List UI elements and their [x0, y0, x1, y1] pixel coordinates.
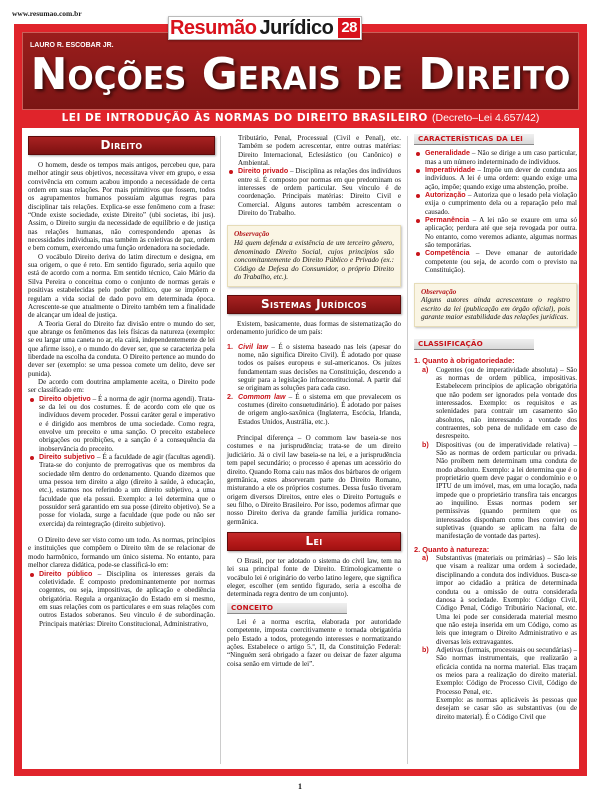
list-item: [414, 554, 577, 646]
term: Commom law: [238, 392, 286, 401]
list-item: [227, 343, 401, 393]
item-text: Adjetivas (formais, processuais ou secundárias) – São normas instrumentais, que realizarão a eficácia contida na norma material. Elas traçam os meios para a realização do direito material. Exemplo: Código de Processo Civil, Código de Processo Penal, etc.: [436, 645, 577, 696]
brand-part1: Resumão: [169, 16, 257, 39]
section-heading-sistemas: Sistemas Jurídicos: [227, 295, 401, 314]
subheading-caracteristicas: CARACTERÍSTICAS DA LEI: [414, 134, 534, 145]
classification-heading: 2. Quanto à natureza:: [414, 544, 490, 554]
list-item: [414, 366, 577, 441]
list-item: [414, 191, 577, 216]
item-letter: a): [422, 554, 429, 563]
term: Competência: [425, 249, 470, 258]
column-3: [414, 128, 577, 721]
paragraph: Exemplo: as normas aplicáveis às pessoas que desejam se casar são as substantivas (ou de direito material). É o Código Civil que: [436, 695, 577, 721]
brand-logo: [168, 16, 362, 40]
paragraph-continuation: Tributário, Penal, Processual (Civil e Penal), etc. Também se podem acrescentar, entre outras matérias: Direito Internacional, Eclesiástico (ou Canônico) e Ambiental.: [238, 134, 401, 168]
item-text: Dispositivas (ou de imperatividade relativa) – São as normas de ordem particular ou privada. Não proíbem nem determinam uma conduta de modo absoluto. Exemplo: a lei determina que é o proprietário quem deve pagar o condomínio e o IPTU de um imóvel, mas, em uma locação, nada impede que o proprietário transfira tais encargos ao inquilino. Essas normas podem ser permissivas (quando permitem que os interessados disponham como lhes convier) ou supletivas (quando se aplicam na falta de manifestação de vontade das partes).: [436, 440, 577, 541]
term: Generalidade: [425, 149, 470, 158]
item-letter: b): [422, 440, 429, 449]
subtitle: [14, 110, 587, 126]
term-description: – É o sistema baseado nas leis (apesar do nome, não significa Direito Civil). É adotado por quase todos os países europeus e sul-americanos. Os juízes fundamentam suas decisões na Constituição, descendo a seguir para a legislação infraconstitucional. A partir daí se originam as soluções para cada caso.: [238, 342, 401, 393]
paragraph: Existem, basicamente, duas formas de sistematização do ordenamento jurídico de um país:: [227, 320, 401, 337]
list-item: [28, 453, 215, 528]
brand-part2: Jurídico: [259, 16, 334, 39]
term: Direito privado: [238, 167, 289, 176]
column-2: [227, 128, 401, 668]
list-item: [414, 441, 577, 541]
paragraph: De acordo com doutrina amplamente aceita, o Direito pode ser classificado em:: [28, 377, 215, 395]
item-number: 1.: [227, 342, 233, 351]
list-item: [227, 393, 401, 426]
note-box: [414, 283, 577, 327]
item-text: Cogentes (ou de imperatividade absoluta) – São as normas de ordem pública, impositivas. Estabelecem princípios de aplicação obrigatória que não podem ser ignorados pela vontade dos interessados. Exemplo: os requisitos e as solenidades para contrair um casamento são absolutos, não interessando a vontade dos contraentes, sob pena de nulidade em caso de desrespeito.: [436, 365, 577, 441]
term-description: – Disciplina as relações dos indivíduos entre si. É composto por normas em que predominam os interesses de ordem particular. Seu vínculo é de coordenação. Principais matérias: Direito Civil e Comercial. Alguns autores também acrescentam o Direito do Trabalho.: [238, 167, 401, 218]
paragraph: O homem, desde os tempos mais antigos, percebeu que, para melhor atingir seus objetivos, necessitava viver em grupo, e essa convivência em comum acabou impondo a necessidade de certa ordem em suas relações. Por mais primitivos que fossem, todos os agrupamentos humanos possuíam algumas regras para disciplinar tais relações. Explica-se esse fenômeno com a frase: “Onde existe sociedade, existe Direito” (ubi societas, ibi jus). Assim, o Direito surgiu da necessidade de equilíbrio e de justiça nas relações humanas, não correspondendo apenas às necessidades individuais, mas também às coletivas de paz, ordem e bem comum, exercendo uma função ordenadora na sociedade.: [28, 161, 215, 253]
note-title: Observação: [421, 286, 457, 296]
term-description: – Disciplina os interesses gerais da coletividade. É composto predominantemente por normas cogentes, ou seja, impositivas, de aplicação e obediência obrigatória. Regula a organização do Estado em si mesmo, em suas relações com os particulares e em suas relações com outros Estados soberanos. Seu vínculo é de subordinação. Principais matérias: Direito Constitucional, Administrativo,: [39, 569, 215, 628]
item-letter: a): [422, 365, 429, 374]
paragraph: A Teoria Geral do Direito faz divisão entre o mundo do ser, que abrange os fenômenos das leis físicas da natureza (exemplo: se eu largar uma caneta no ar, ela cairá, independentemente de lei que afirme isso), e o mundo do dever ser, que se caracteriza pela liberdade na escolha da conduta. O Direito pertence ao mundo do dever ser (exemplo: se uma pessoa comete um delito, deve ser punida).: [28, 319, 215, 378]
author-name: LAURO R. ESCOBAR JR.: [30, 42, 114, 49]
term-description: – Deve emanar de autoridade competente (ou seja, de acordo com o previsto na Constituição).: [425, 249, 577, 275]
site-url: www.resumao.com.br: [12, 9, 82, 18]
page-number: 1: [298, 782, 302, 791]
main-title: Noções Gerais de Direito: [30, 49, 571, 100]
list-item: [28, 395, 215, 453]
section-heading-direito: Direito: [28, 136, 215, 155]
term-description: – É o sistema em que prevalecem os costumes (direito consuetudinário). É adotado por países de origem anglo-saxônica (Inglaterra, Escócia, Irlanda, Estados Unidos, Austrália, etc.).: [238, 392, 402, 426]
note-title: Observação: [234, 229, 270, 239]
paragraph: Lei é a norma escrita, elaborada por autoridade competente, imposta coercitivamente e tornada obrigatória pelo Estado a todos, protegendo interesses e normatizando ações. Estabelece o artigo 5.º, II, da Constituição Federal: “Ninguém será obrigado a fazer ou deixar de fazer alguma coisa senão em virtude de lei”.: [227, 617, 401, 668]
paragraph: Principal diferença – O commom law baseia-se nos costumes e na jurisprudência; trata-se de um direito judiciário. Já o civil law baseia-se na lei, e a jurisprudência tem papel secundário; o processo é apenas um acessório do direito. Quando Roma caiu nas mãos dos bárbaros de origem germânica, estes absorveram parte do Direito Romano, misturando a ele os próprios costumes. Dessa fusão tiveram origem diversos Direitos, entre eles o Direito Português e seu filho, o Direito Brasileiro. Por isso, podemos afirmar que nosso Direito deriva da grande família jurídica romano-germânica.: [227, 434, 401, 526]
term-description: – É a norma de agir (norma agendi). Trata-se da lei ou dos costumes. É de acordo com ele que os indivíduos devem proceder. Possui caráter geral e imperativo e é dirigido aos membros de uma sociedade. Como regra, envolve um preceito e uma sanção. O preceito estabelece obrigações ou proibições, e a sanção é a consequência da inobservância do preceito.: [39, 394, 216, 453]
column-divider: [220, 136, 221, 764]
subtitle-main: LEI DE INTRODUÇÃO ÀS NORMAS DO DIREITO BRASILEIRO: [61, 112, 428, 124]
list-item: [28, 570, 215, 628]
item-number: 2.: [227, 392, 233, 401]
list-item: [414, 249, 577, 274]
subheading-conceito: CONCEITO: [227, 603, 347, 614]
subheading-classificacao: CLASSIFICAÇÃO: [414, 339, 534, 350]
term-description: – A lei não se exaure em uma só aplicação; perdura até que seja revogada por outra. No entanto, como veremos adiante, algumas normas são temporárias.: [425, 216, 577, 250]
term: Autorização: [425, 191, 466, 200]
term: Direito subjetivo: [39, 453, 95, 462]
term: Direito público: [39, 569, 93, 578]
term-description: – Impõe um dever de conduta aos indivíduos. A lei é uma ordem: quando exige uma ação, impõe; quando exige uma abstenção, proíbe.: [425, 166, 577, 191]
list-item: [414, 646, 577, 696]
issue-number: 28: [338, 18, 360, 38]
list-item: [414, 216, 577, 249]
list-item: [227, 167, 401, 217]
content-area: [22, 128, 579, 769]
paragraph: O vocábulo Direito deriva do latim directum e designa, em sua origem, o que é reto. Em sentido figurado, seria aquilo que está de acordo com a norma. Em sentido técnico, Caio Mário da Silva Pereira o conceitua como o conjunto de normas gerais e positivas estabelecidas pelo poder político, que se impõem e regulam a vida social de dado povo em determinada época. Acrescente-se que atualmente o Direito também tem a finalidade de alcançar um ideal de justiça.: [28, 252, 215, 320]
term-description: – É a faculdade de agir (facultas agendi). Trata-se do conjunto de prerrogativas que os membros da sociedade têm dentro do ordenamento. Quando dizemos que uma pessoa tem direito a algo (direito à saúde, à educação, etc.), estamos nos referindo a um direito subjetivo, a uma faculdade que ela possui. Exemplo: a lei determina que o possuidor será garantido em sua posse (direito objetivo). Se a posse for violada, surge a faculdade (que pode ou não ser exercida) da reintegração (direito subjetivo).: [39, 453, 215, 528]
column-divider: [407, 136, 408, 764]
term: Permanência: [425, 216, 470, 225]
list-item: [414, 149, 577, 166]
term-description: – Não se dirige a um caso particular, mas a um número indeterminado de indivíduos.: [425, 149, 577, 166]
term: Direito objetivo: [39, 394, 91, 403]
paragraph: O Direito deve ser visto como um todo. As normas, princípios e instituições que compõem o Direito têm de se relacionar de modo harmônico, formando um único sistema. No entanto, para melhor clareza didática, pode-se classificá-lo em:: [28, 536, 215, 570]
term: Imperatividade: [425, 166, 476, 175]
term: Civil law: [238, 342, 269, 351]
term-description: – Autoriza que o lesado pela violação exija o cumprimento dela ou a reparação pelo mal causado.: [425, 191, 577, 216]
subtitle-decree: (Decreto–Lei 4.657/42): [431, 112, 540, 124]
note-text: Alguns autores ainda acrescentam o registro escrito da lei (publicação em órgão oficial), pois garante maior estabilidade das relações jurídicas.: [421, 295, 570, 322]
note-text: Há quem defenda a existência de um terceiro gênero, denominado Direito Social, cujos princípios são concomitantemente do Direito Público e Privado (ex.: Código de Defesa do Consumidor, o próprio Direito do Trabalho, etc.).: [234, 238, 394, 282]
list-item: [414, 166, 577, 191]
column-1: [28, 128, 215, 628]
paragraph: O Brasil, por ter adotado o sistema do civil law, tem na lei sua principal fonte de Direito. Etimologicamente o vocábulo lei é originário do verbo latino legere, que significa eleger, escolher (em sentido figurado, seria a escolha de determinada regra dentro de um conjunto).: [227, 556, 401, 599]
item-text: Substantivas (materiais ou primárias) – São leis que visam a realizar uma ordem à sociedade, disciplinando a conduta dos indivíduos. Busca-se impor ao cidadão a prática de determinada conduta ou a omissão de outra considerada danosa à sociedade. Exemplo: Código Civil, Código Penal, Código Tributário Nacional, etc. Uma lei pode ser considerada material mesmo que não esteja inserida em um Código, como as leis que integram o Direito Administrativo e as diversas leis extravagantes.: [436, 554, 577, 646]
section-heading-lei: Lei: [227, 532, 401, 551]
item-letter: b): [422, 645, 429, 654]
classification-heading: 1. Quanto à obrigatoriedade:: [414, 356, 515, 366]
note-box: [227, 225, 401, 287]
